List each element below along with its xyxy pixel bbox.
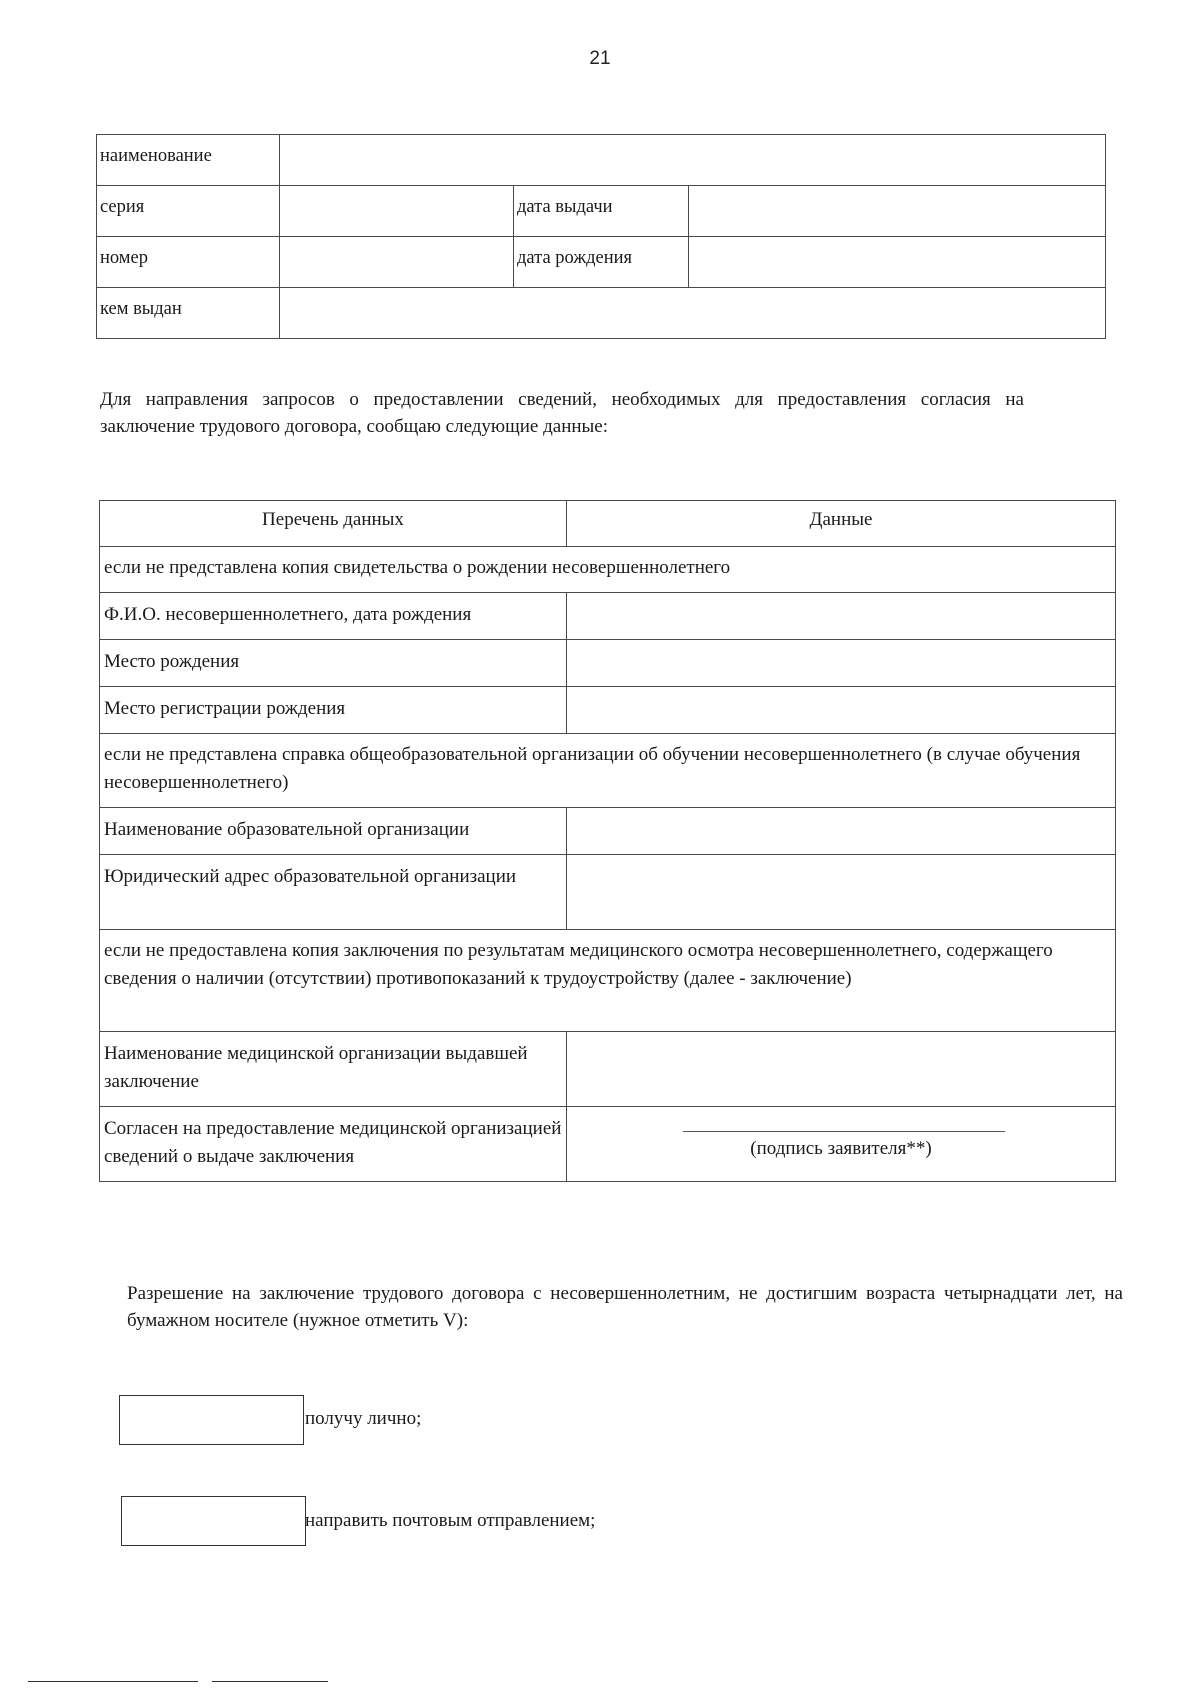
section-row — [100, 930, 1116, 1032]
doc-number-field[interactable] — [280, 237, 514, 288]
birth-registration-place-field[interactable] — [567, 687, 1116, 734]
table-row — [100, 687, 1116, 734]
table-row — [100, 1032, 1116, 1107]
table-row — [100, 593, 1116, 640]
doc-series-field[interactable] — [280, 186, 514, 237]
send-by-mail-label: направить почтовым отправлением; — [305, 1510, 596, 1531]
column-header-list: Перечень данных — [100, 501, 567, 547]
table-row — [97, 186, 1106, 237]
intro-paragraph: Для направления запросов о предоставлении сведений, необходимых для предоставления согласия на заключение трудового договора, сообщаю следующие данные: — [100, 389, 1024, 437]
school-name-field[interactable] — [567, 808, 1116, 855]
birth-place-field[interactable] — [567, 640, 1116, 687]
table-row — [100, 1107, 1116, 1182]
receive-in-person-label: получу лично; — [305, 1408, 422, 1429]
table-row — [97, 288, 1106, 339]
school-address-field[interactable] — [567, 855, 1116, 930]
doc-name-label: наименование — [97, 135, 280, 186]
send-by-mail-checkbox[interactable] — [121, 1496, 306, 1546]
doc-birth-date-field[interactable] — [689, 237, 1106, 288]
table-row — [100, 640, 1116, 687]
doc-issued-by-field[interactable] — [280, 288, 1106, 339]
birth-registration-place-label: Место регистрации рождения — [100, 687, 567, 734]
receive-in-person-checkbox[interactable] — [119, 1395, 304, 1445]
identity-document-table — [96, 134, 1106, 339]
minor-name-birthdate-label: Ф.И.О. несовершеннолетнего, дата рождения — [100, 593, 567, 640]
doc-issue-date-label: дата выдачи — [514, 186, 689, 237]
doc-number-label: номер — [97, 237, 280, 288]
footnote-separator — [28, 1681, 198, 1682]
medical-org-label: Наименование медицинской организации выдавшей заключение — [100, 1032, 567, 1107]
doc-series-label: серия — [97, 186, 280, 237]
page-number: 21 — [589, 48, 611, 69]
medical-org-field[interactable] — [567, 1032, 1116, 1107]
table-row — [100, 808, 1116, 855]
section-row — [100, 734, 1116, 808]
birth-place-label: Место рождения — [100, 640, 567, 687]
table-row — [100, 855, 1116, 930]
section-row — [100, 547, 1116, 593]
table-row — [97, 237, 1106, 288]
school-address-label: Юридический адрес образовательной организации — [100, 855, 567, 930]
doc-issue-date-field[interactable] — [689, 186, 1106, 237]
medical-consent-label: Согласен на предоставление медицинской организацией сведений о выдаче заключения — [100, 1107, 567, 1182]
doc-name-field[interactable] — [280, 135, 1106, 186]
signature-line — [683, 1131, 1005, 1132]
section-school-certificate: если не представлена справка общеобразовательной организации об обучении несовершеннолетнего (в случае обучения несовершеннолетнего) — [100, 734, 1116, 808]
column-header-data: Данные — [567, 501, 1116, 547]
section-birth-certificate: если не представлена копия свидетельства о рождении несовершеннолетнего — [100, 547, 1116, 593]
minor-name-birthdate-field[interactable] — [567, 593, 1116, 640]
doc-issued-by-label: кем выдан — [97, 288, 280, 339]
school-name-label: Наименование образовательной организации — [100, 808, 567, 855]
table-header-row — [100, 501, 1116, 547]
signature-caption: (подпись заявителя**) — [750, 1138, 932, 1159]
permission-paragraph: Разрешение на заключение трудового договора с несовершеннолетним, не достигшим возраста четырнадцати лет, на бумажном носителе (нужное отметить V): — [127, 1283, 1123, 1331]
signature-field[interactable] — [567, 1107, 1116, 1182]
table-row — [97, 135, 1106, 186]
footnote-separator — [212, 1681, 328, 1682]
data-list-table — [99, 500, 1116, 1182]
section-medical-conclusion: если не предоставлена копия заключения по результатам медицинского осмотра несовершеннолетнего, содержащего сведения о наличии (отсутствии) противопоказаний к трудоустройству (далее - заключение) — [100, 930, 1116, 1032]
doc-birth-date-label: дата рождения — [514, 237, 689, 288]
